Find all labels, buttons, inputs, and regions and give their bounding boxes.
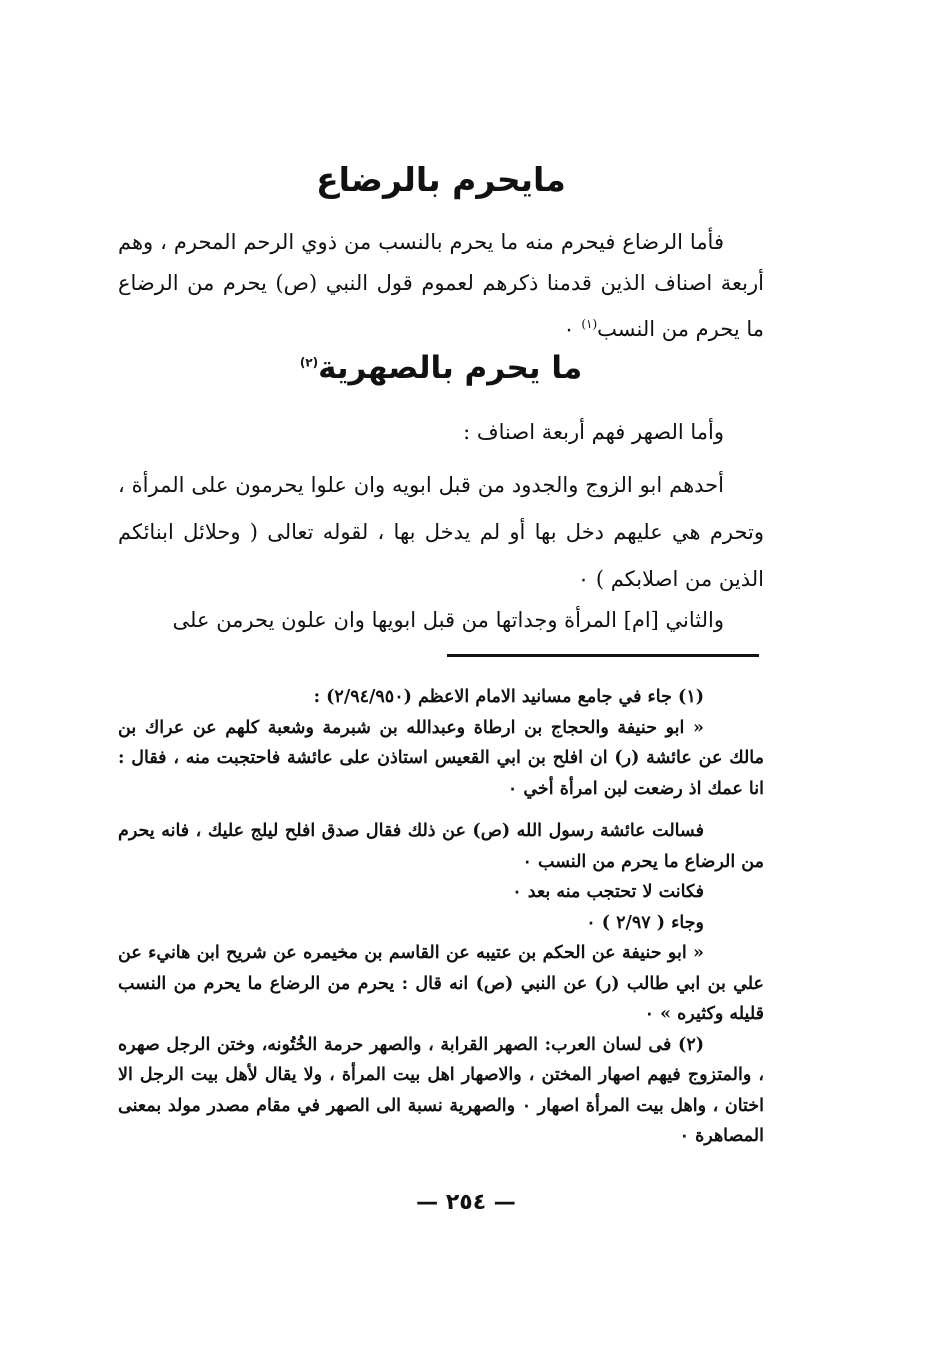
section-title-radaa: مايحرم بالرضاع [316, 160, 566, 199]
paragraph-sihr-intro: وأما الصهر فهم أربعة اصناف : [463, 420, 724, 444]
footnote-ref-2: (٢) [299, 355, 319, 370]
paragraph-radaa-body: فأما الرضاع فيحرم منه ما يحرم بالنسب من ذوي الرحم المحرم ، وهم أربعة اصناف الذين قدمنا ذكرهم لعموم قول النبي (ص) يحرم من الرضاع ما يحرم من النسب$^{(١)}$ ٠ [118, 230, 764, 341]
paragraph-second-category: والثاني [ام] المرأة وجداتها من قبل ابويها وان علون يحرمن على [172, 608, 724, 632]
footnote-divider [447, 654, 759, 657]
footnote-1-title: (١) جاء في جامع مسانيد الامام الاعظم (٢/٩٤/٩٥٠) : [313, 687, 704, 707]
footnote-1-continuation-2: فكانت لا تحتجب منه بعد ٠ [512, 882, 704, 902]
footnote-1-text: « ابو حنيفة والحجاج بن ارطاة وعبدالله بن شبرمة وشعبة كلهم عن عراك بن مالك عن عائشة (ر) ان افلح بن ابي القعيس استاذن على عائشة فاحتجبت منه ، فقال : انا عمك اذ رضعت لبن امرأة أخي ٠ [118, 717, 764, 799]
footnote-ref-1: (١) [581, 317, 598, 331]
section-title-sihriyya: ما يحرم بالصهرية$^{(٢)}$ [299, 350, 583, 386]
footnote-1-second-narration: « ابو حنيفة عن الحكم بن عتيبه عن القاسم بن مخيمره عن شريح ابن هانيء عن علي بن ابي طالب (ر) عن النبي (ص) انه قال : يحرم من الرضاع ما يحرم من النسب قليله وكثيره » ٠ [118, 943, 764, 1024]
paragraph-first-category: أحدهم ابو الزوج والجدود من قبل ابويه وان علوا يحرمون على المرأة ، وتحرم هي عليهم دخل بها أو لم يدخل بها ، لقوله تعالى ( وحلائل ابنائكم الذين من اصلابكم ) ٠ [118, 473, 764, 591]
page-number: — ٢٥٤ — [416, 1190, 516, 1215]
footnote-1-continuation: فسالت عائشة رسول الله (ص) عن ذلك فقال صدق افلح ليلج عليك ، فانه يحرم من الرضاع ما يحرم من النسب ٠ [118, 821, 764, 872]
footnote-2-text: (٢) فى لسان العرب: الصهر القرابة ، والصهر حرمة الخُتُونه، وختن الرجل صهره ، والمتزوج فيهم اصهار المختن ، والاصهار اهل بيت المرأة ، ولا يقال لأهل بيت الرجل الا اختان ، واهل بيت المرأة اصهار ٠ والصهرية نسبة الى الصهر في مقام مصدر مولد بمعنى المصاهرة ٠ [118, 1034, 764, 1146]
footnotes [118, 682, 764, 1152]
footnote-1-continuation-3: وجاء ( ٢/٩٧ ) ٠ [586, 912, 704, 933]
paragraph-radaa [118, 222, 764, 350]
